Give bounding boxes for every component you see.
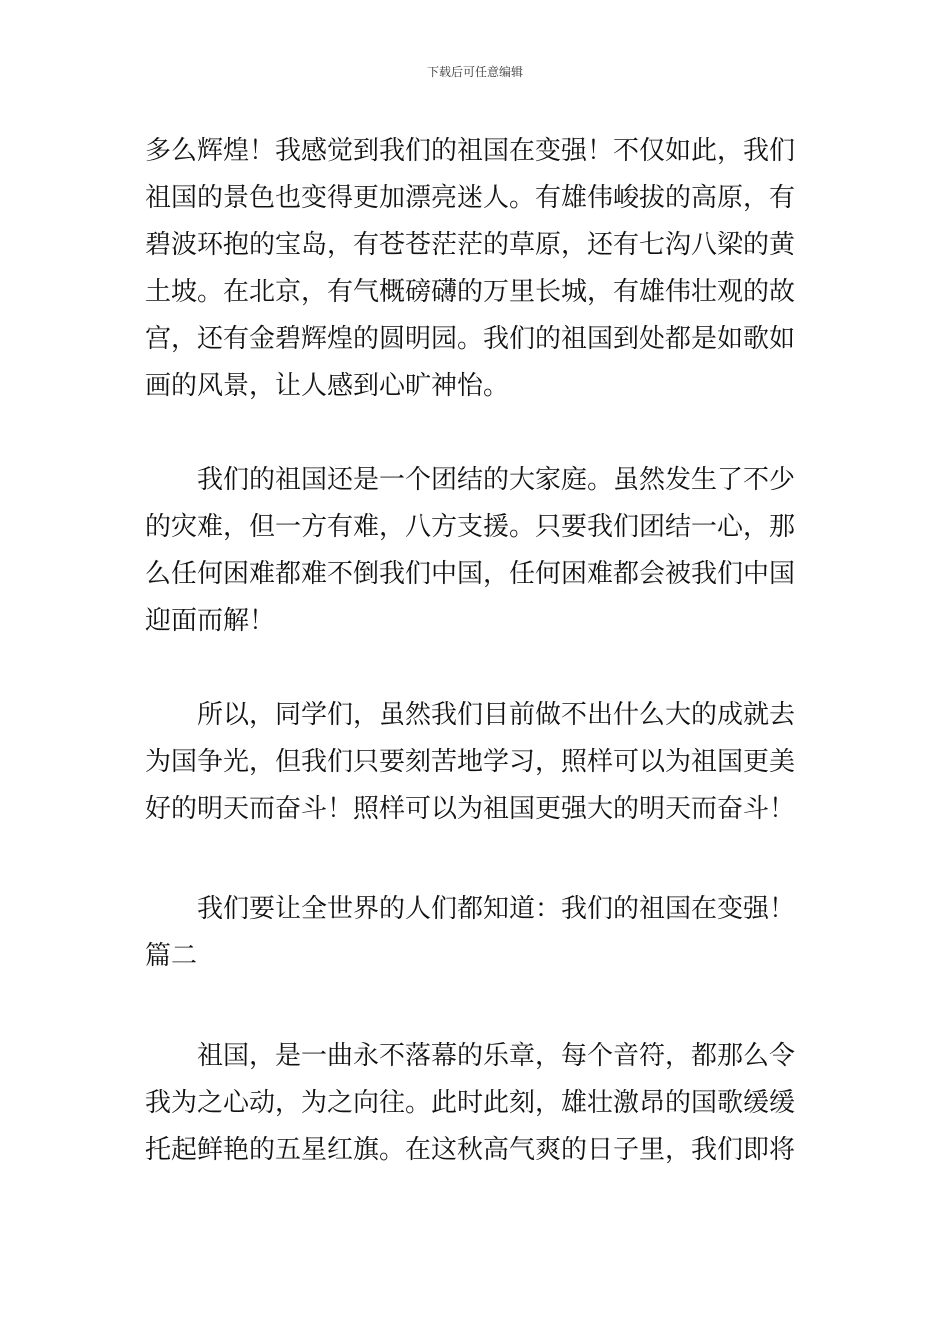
paragraph-gap bbox=[145, 410, 805, 457]
header-note: 下载后可任意编辑 bbox=[426, 65, 523, 79]
paragraph-5 bbox=[145, 1033, 805, 1174]
paragraph-line: 我为之心动，为之向往。此时此刻，雄壮激昂的国歌缓缓 bbox=[145, 1088, 796, 1118]
paragraph-1 bbox=[145, 128, 805, 410]
paragraph-line: 好的明天而奋斗！照样可以为祖国更强大的明天而奋斗！ bbox=[145, 794, 796, 824]
document-body bbox=[145, 128, 805, 1174]
paragraph-line: 的灾难，但一方有难，八方支援。只要我们团结一心，那 bbox=[145, 512, 796, 542]
paragraph-line: 所以，同学们，虽然我们目前做不出什么大的成就去 bbox=[197, 700, 796, 730]
paragraph-line: 土坡。在北京，有气概磅礴的万里长城，有雄伟壮观的故 bbox=[145, 277, 796, 307]
paragraph-2 bbox=[145, 457, 805, 645]
paragraph-gap bbox=[145, 833, 805, 886]
paragraph-line: 画的风景，让人感到心旷神怡。 bbox=[145, 371, 510, 401]
paragraph-line: 我们的祖国还是一个团结的大家庭。虽然发生了不少 bbox=[197, 465, 796, 495]
paragraph-4 bbox=[145, 886, 805, 980]
paragraph-gap bbox=[145, 980, 805, 1033]
paragraph-line: 碧波环抱的宝岛，有苍苍茫茫的草原，还有七沟八梁的黄 bbox=[145, 230, 796, 260]
paragraph-line: 祖国的景色也变得更加漂亮迷人。有雄伟峻拔的高原，有 bbox=[145, 183, 796, 213]
paragraph-line: 多么辉煌！我感觉到我们的祖国在变强！不仅如此，我们 bbox=[145, 136, 796, 166]
paragraph-line: 迎面而解！ bbox=[145, 606, 276, 636]
paragraph-line: 我们要让全世界的人们都知道：我们的祖国在变强！ bbox=[197, 894, 796, 924]
paragraph-line: 祖国，是一曲永不落幕的乐章，每个音符，都那么令 bbox=[197, 1041, 796, 1071]
paragraph-line: 为国争光，但我们只要刻苦地学习，照样可以为祖国更美 bbox=[145, 747, 796, 777]
paragraph-line: 托起鲜艳的五星红旗。在这秋高气爽的日子里，我们即将 bbox=[145, 1135, 796, 1165]
paragraph-line: 么任何困难都难不倒我们中国，任何困难都会被我们中国 bbox=[145, 559, 796, 589]
section-heading: 篇二 bbox=[145, 941, 198, 971]
paragraph-gap bbox=[145, 645, 805, 692]
paragraph-3 bbox=[145, 692, 805, 833]
paragraph-line: 宫，还有金碧辉煌的圆明园。我们的祖国到处都是如歌如 bbox=[145, 324, 796, 354]
